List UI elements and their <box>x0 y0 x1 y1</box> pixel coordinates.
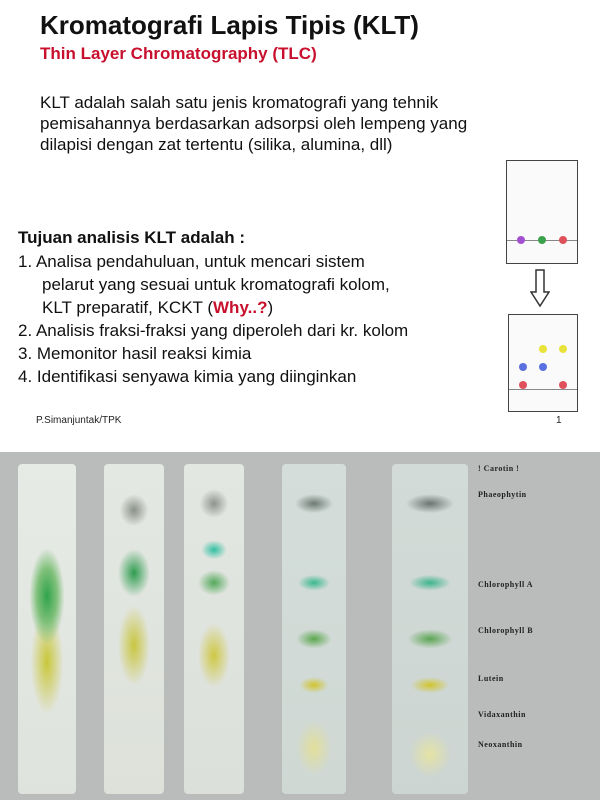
tlc-label-neoxanthin: Neoxanthin <box>478 740 523 749</box>
sample-spot <box>559 236 567 244</box>
page-number: 1 <box>556 415 562 426</box>
separated-spot <box>559 345 567 353</box>
goals-heading: Tujuan analisis KLT adalah : <box>18 228 246 247</box>
tlc-label-chlorophyll-b: Chlorophyll B <box>478 626 534 635</box>
separated-spot <box>519 381 527 389</box>
arrow-down-icon <box>530 268 550 308</box>
goal-item-text: KLT preparatif, KCKT ( <box>42 298 214 317</box>
footer-author: P.Simanjuntak/TPK <box>36 415 122 426</box>
intro-paragraph <box>40 92 560 155</box>
tlc-strip <box>184 464 244 794</box>
goals-list <box>18 250 498 388</box>
tlc-label-phaeophytin: Phaeophytin <box>478 490 527 499</box>
tlc-plate-after <box>508 314 578 412</box>
goal-item-text: 1. Analisa pendahuluan, untuk mencari sistem <box>18 252 365 271</box>
goal-item-continuation <box>18 296 498 319</box>
tlc-strip <box>282 464 346 794</box>
separated-spot <box>519 363 527 371</box>
tlc-label-carotin: ! Carotin ! <box>478 464 520 473</box>
separated-spot <box>559 381 567 389</box>
intro-line: pemisahannya berdasarkan adsorpsi oleh lempeng yang <box>40 114 468 133</box>
sample-spot <box>538 236 546 244</box>
tlc-strip <box>18 464 76 794</box>
tlc-plate-before <box>506 160 578 264</box>
page-subtitle: Thin Layer Chromatography (TLC) <box>40 44 317 63</box>
page-title: Kromatografi Lapis Tipis (KLT) <box>40 10 419 40</box>
intro-line: KLT adalah salah satu jenis kromatografi yang tehnik <box>40 93 439 112</box>
tlc-label-lutein: Lutein <box>478 674 504 683</box>
goal-item-text: ) <box>267 298 274 317</box>
goal-item: 4. Identifikasi senyawa kimia yang diinginkan <box>18 367 357 386</box>
tlc-photo <box>0 452 600 800</box>
why-highlight: Why..? <box>213 298 268 317</box>
tlc-strip <box>104 464 164 794</box>
goal-item-continuation: pelarut yang sesuai untuk kromatografi kolom, <box>42 275 390 294</box>
goal-item: 2. Analisis fraksi-fraksi yang diperoleh dari kr. kolom <box>18 321 409 340</box>
separated-spot <box>539 363 547 371</box>
tlc-label-chlorophyll-a: Chlorophyll A <box>478 580 534 589</box>
goal-item <box>18 250 498 319</box>
intro-line: dilapisi dengan zat tertentu (silika, alumina, dll) <box>40 135 393 154</box>
sample-spot <box>517 236 525 244</box>
goal-item: 3. Memonitor hasil reaksi kimia <box>18 344 252 363</box>
separated-spot <box>539 345 547 353</box>
tlc-strip <box>392 464 468 794</box>
plate-baseline <box>509 389 577 390</box>
tlc-label-vidaxanthin: Vidaxanthin <box>478 710 526 719</box>
